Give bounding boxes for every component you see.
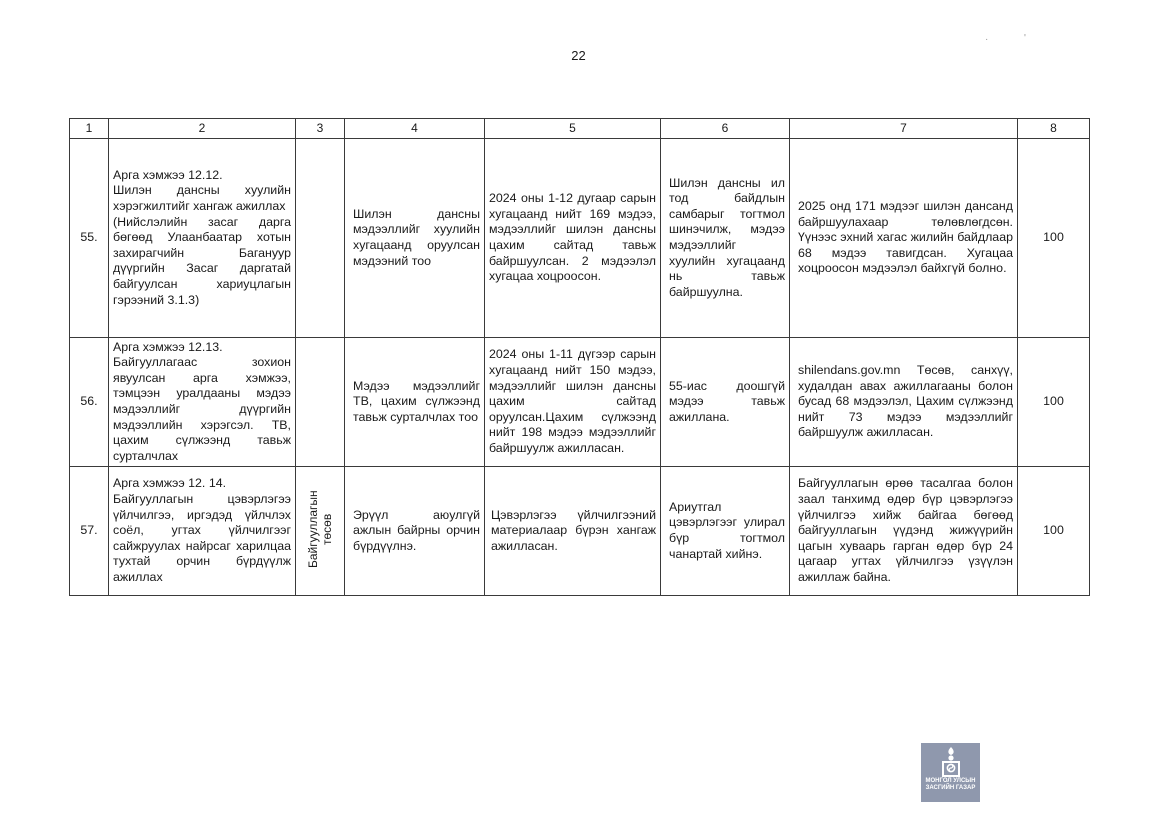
header-cell: 1	[70, 119, 109, 139]
target-cell: Ариутгал цэвэрлэгээг улирал бүр тогтмол чанартай хийнэ.	[661, 467, 790, 596]
funding-source-cell	[296, 467, 345, 596]
row-number: 57.	[70, 467, 109, 596]
performance-cell: 2025 онд 171 мэдээг шилэн дансанд байршуулахаар төлөвлөгдсөн. Үүнээс эхний хагас жилийн байдлаар 68 мэдээ тавигдсан. Хугацаа хоцроосон мэдээлэл байхгүй болно.	[790, 139, 1018, 338]
performance-cell: Байгууллагын өрөө тасалгаа болон заал танхимд өдөр бүр цэвэрлэгээ үйлчилгээ хийж байгаа бөгөөд байгууллагын үүдэнд жижүүрийн цагын хуваарь гарган өдөр бүр 24 цагаар угтах үйлчилгээ үзүүлэн ажиллаж байна.	[790, 467, 1018, 596]
header-cell: 4	[345, 119, 485, 139]
indicator-cell: Мэдээ мэдээллийг ТВ, цахим сүлжээнд тавьж сурталчлах тоо	[345, 338, 485, 467]
scan-speck-mark: ·	[985, 34, 989, 45]
performance-cell: shilendans.gov.mn Төсөв, санхүү, худалдан авах ажиллагааны болон бусад 68 мэдээлэл, Цахим сүлжээнд нийт 73 мэдээ мэдээллийг байршуулж ажилласан.	[790, 338, 1018, 467]
activity-cell	[109, 338, 296, 467]
indicator-cell: Шилэн дансны мэдээллийг хуулийн хугацаанд оруулсан мэдээний тоо	[345, 139, 485, 338]
government-seal	[921, 743, 980, 802]
table-header-row	[70, 119, 1090, 139]
soyombo-icon	[938, 746, 964, 778]
funding-source-cell	[296, 139, 345, 338]
header-cell: 2	[109, 119, 296, 139]
seal-line-2: ЗАСГИЙН ГАЗАР	[925, 785, 976, 791]
target-cell: 55-иас доошгүй мэдээ тавьж ажиллана.	[661, 338, 790, 467]
report-table	[69, 118, 1090, 596]
percent-cell: 100	[1018, 139, 1090, 338]
activity-line: Арга хэмжээ 12.13.	[113, 339, 223, 354]
indicator-cell: Эрүүл аюулгүй ажлын байрны орчин бүрдүүлнэ.	[345, 467, 485, 596]
activity-cell	[109, 139, 296, 338]
funding-source-cell	[296, 338, 345, 467]
row-number: 56.	[70, 338, 109, 467]
target-cell: Шилэн дансны ил тод байдлын самбарыг тогтмол шинэчилж, мэдээ мэдээллийг хуулийн хугацаанд нь тавьж байршуулна.	[661, 139, 790, 338]
baseline-cell: Цэвэрлэгээ үйлчилгээний материалаар бүрэн хангаж ажилласан.	[485, 467, 661, 596]
baseline-cell: 2024 оны 1-12 дугаар сарын хугацаанд нийт 169 мэдээ, мэдээллийг шилэн дансны цахим сайтад тавьж байршуулсан. 2 мэдээлэл хугацаа хоцроосон.	[485, 139, 661, 338]
funding-source-text: Байгууллагын төсөв	[306, 489, 334, 568]
activity-cell	[109, 467, 296, 596]
table-row	[70, 338, 1090, 467]
activity-line: Арга хэмжээ 12.12.	[113, 167, 223, 182]
activity-line: Байгууллагын цэвэрлэгээ үйлчилгээ, иргэдэд үйлчлэх соёл, угтах үйлчилгээг сайжруулах найрсаг харилцаа тухтай орчин бүрдүүлж ажиллах	[113, 492, 291, 584]
header-cell: 7	[790, 119, 1018, 139]
percent-cell: 100	[1018, 338, 1090, 467]
page-number: 22	[571, 48, 586, 63]
percent-cell: 100	[1018, 467, 1090, 596]
table-row	[70, 139, 1090, 338]
activity-line: Байгууллагаас зохион явуулсан арга хэмжээ, тэмцээн уралдааны мэдээ мэдээллийг дүүргийн мэдээллийн хэрэгсэл. ТВ, цахим сүлжээнд тавьж сурталчлах	[113, 355, 291, 463]
header-cell: 3	[296, 119, 345, 139]
table-row	[70, 467, 1090, 596]
header-cell: 8	[1018, 119, 1090, 139]
header-cell: 5	[485, 119, 661, 139]
header-cell: 6	[661, 119, 790, 139]
activity-line: Шилэн дансны хуулийн хэрэгжилтийг хангаж ажиллах	[113, 183, 291, 214]
row-number: 55.	[70, 139, 109, 338]
seal-line-1: МОНГОЛ УЛСЫН	[925, 778, 976, 784]
baseline-cell: 2024 оны 1-11 дүгээр сарын хугацаанд нийт 150 мэдээ, мэдээллийг шилэн дансны цахим сайтад оруулсан.Цахим сүлжээнд нийт 198 мэдээ мэдээллийг байршуулж ажилласан.	[485, 338, 661, 467]
activity-line: Арга хэмжээ 12. 14.	[113, 476, 227, 491]
activity-line: (Нийслэлийн засаг дарга бөгөөд Улаанбаатар хотын захирагчийн Багануур дүүргийн Засаг даргатай байгуулсан хариуцлагын гэрээний 3.1.3)	[113, 214, 291, 307]
scan-speck-mark: '	[1024, 33, 1026, 44]
